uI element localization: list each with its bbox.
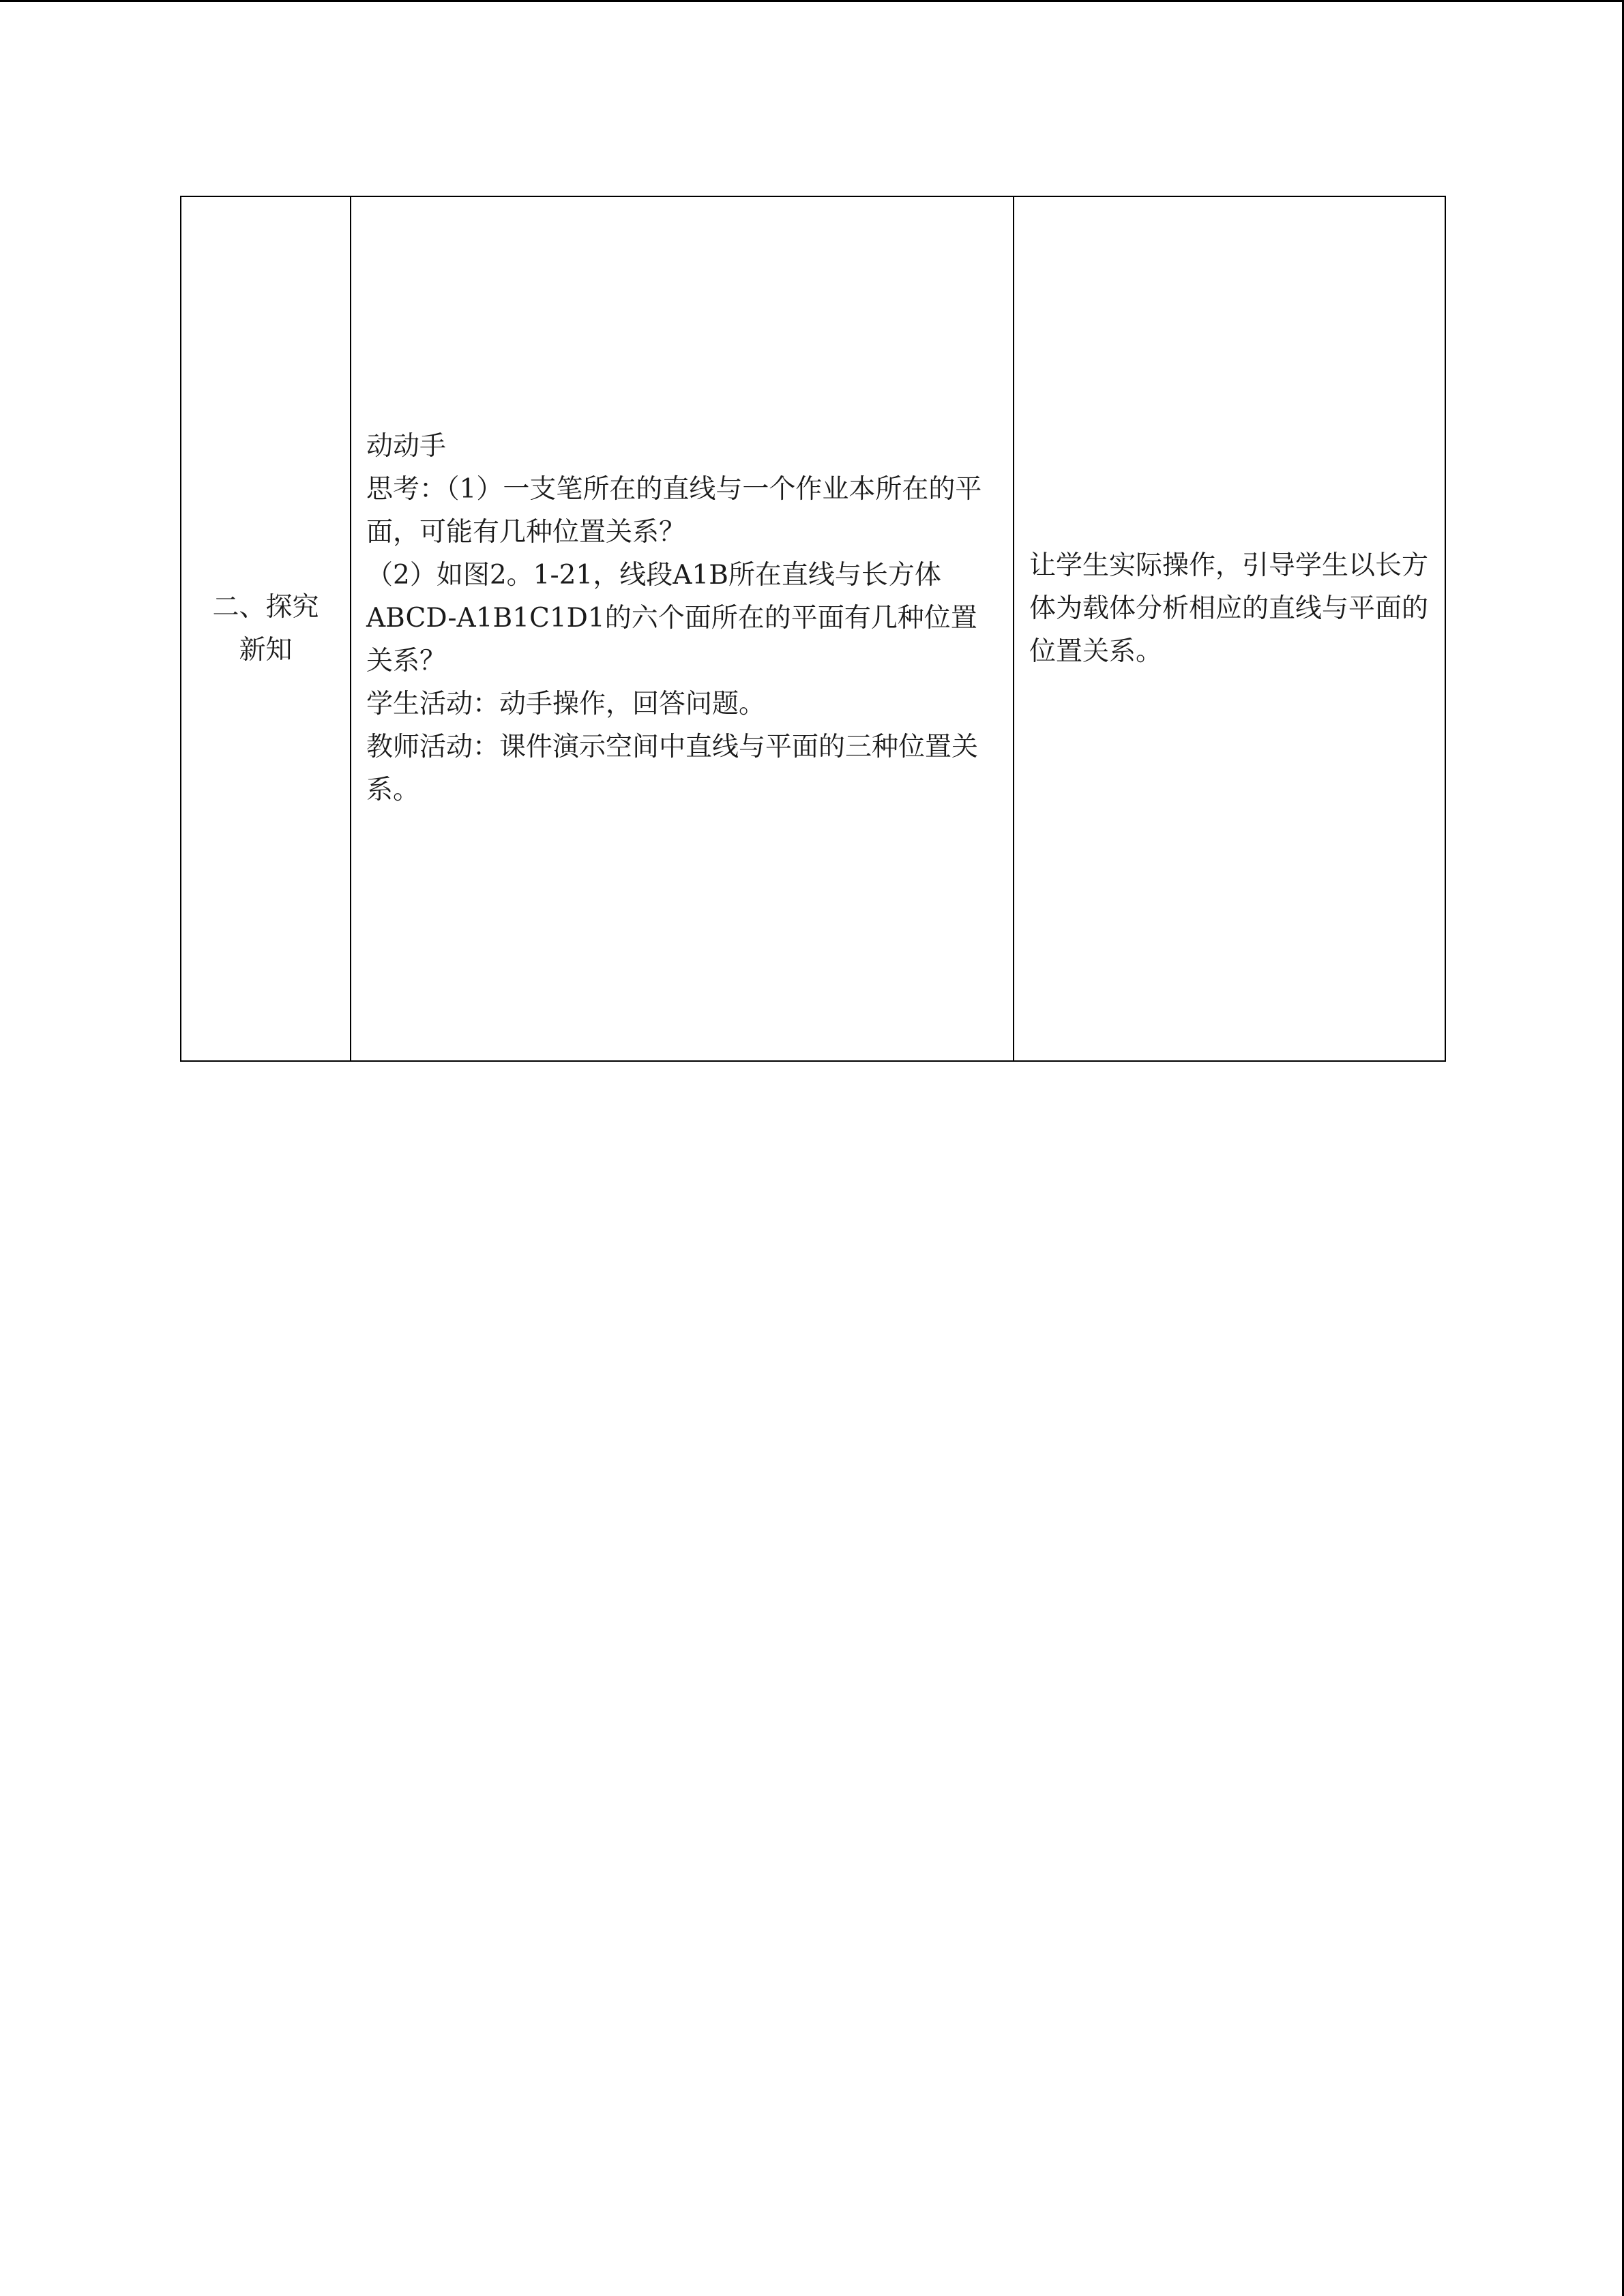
lesson-plan-table (180, 196, 1446, 1062)
stage-cell (181, 196, 351, 1061)
intent-block (1029, 544, 1432, 673)
stage-label: 二、探究新知 (212, 592, 319, 666)
content-block (366, 425, 999, 811)
design-intent-text: 让学生实际操作，引导学生以长方体为载体分析相应的直线与平面的位置关系。 (1029, 550, 1429, 667)
content-student-activity: 学生活动：动手操作，回答问题。 (366, 688, 766, 719)
page-top-border (0, 0, 1624, 2)
content-question-1: 思考：（1）一支笔所在的直线与一个作业本所在的平面，可能有几种位置关系？ (366, 473, 982, 548)
content-cell (351, 196, 1014, 1061)
intent-cell (1014, 196, 1445, 1061)
content-teacher-activity: 教师活动：课件演示空间中直线与平面的三种位置关系。 (366, 731, 979, 805)
content-question-2: （2）如图2。1-21，线段A1B所在直线与长方体ABCD-A1B1C1D1的六个面所在的平面有几种位置关系？ (366, 559, 977, 676)
content-heading: 动动手 (366, 430, 447, 462)
table-row (181, 196, 1445, 1061)
